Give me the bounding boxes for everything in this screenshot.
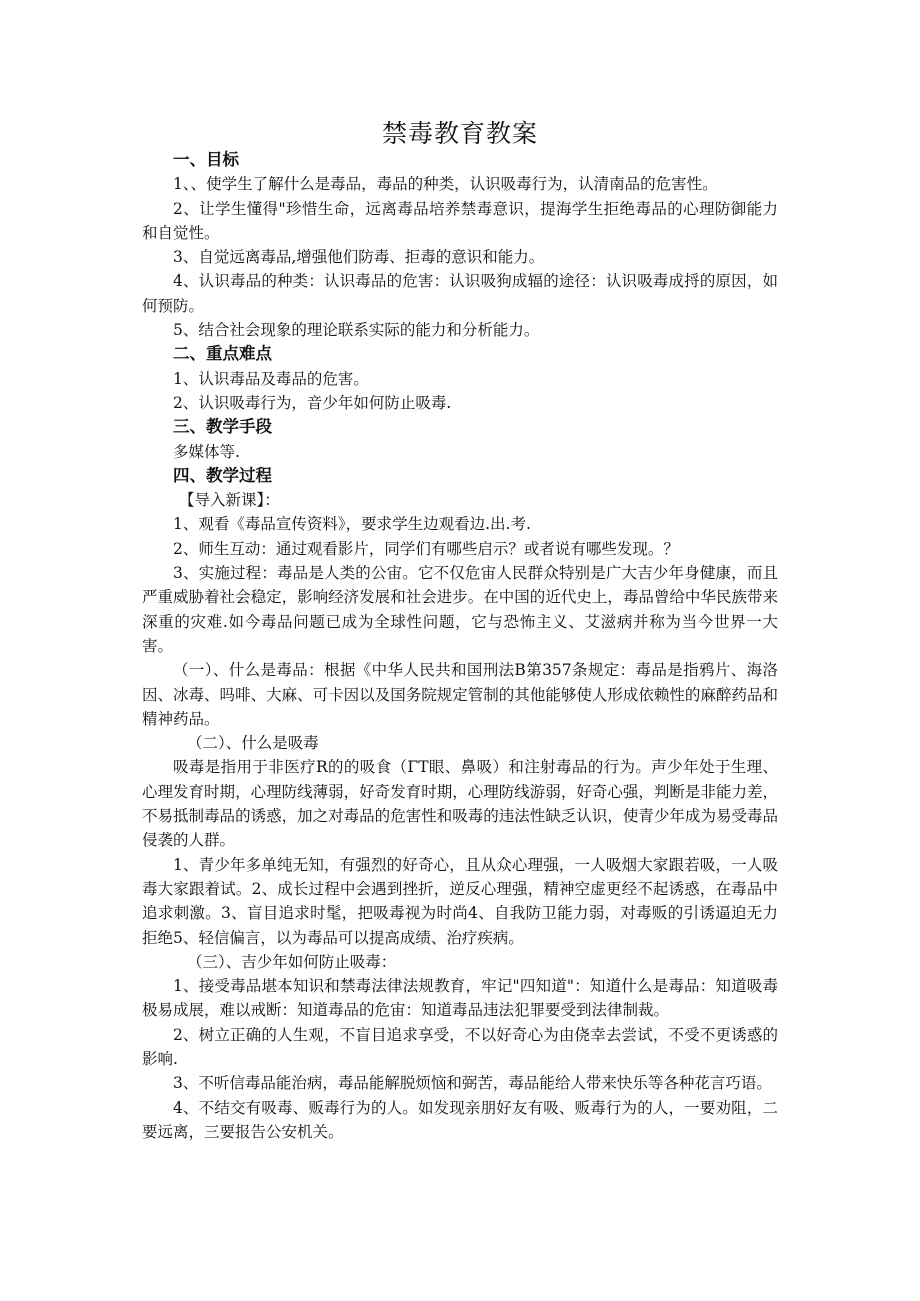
paragraph: 多媒体等. [173,442,240,461]
section-heading-teaching-means: 三、教学手段 [173,417,272,437]
page-title: 禁毒教育教案 [381,119,538,148]
paragraph: （一）、什么是毒品：根据《中华人民共和国刑法B第357条规定：毒品是指鸦片、海洛因、冰毒、吗啡、大麻、可卡因以及国务院规定管制的其他能够使人形成依赖性的麻醉药品和精神药品。 [142,661,778,728]
section-heading-goals: 一、目标 [173,150,239,169]
subsection-heading: （二）、什么是吸毒 [187,734,319,753]
document-body [142,148,778,1144]
paragraph: 3、自觉远离毒品,增强他们防毒、拒毒的意识和能力。 [173,248,545,267]
paragraph: 1、青少年多单纯无知，有强烈的好奇心，且从众心理强，一人吸烟大家跟若吸，一人吸毒大家跟着试。2、成长过程中会遇到挫折，逆反心理强，精神空虚更经不起诱惑，在毒品中追求刺激。3、盲目追求时髦，把吸毒视为时尚4、自我防卫能力弱，对毒贩的引诱逼迫无力拒绝5、轻信偏言，以为毒品可以提高成绩、治疗疾病。 [142,855,778,947]
section-heading-key-points: 二、重点难点 [173,344,272,364]
paragraph: 吸毒是指用于非医疗R的的吸食（ΓT眼、鼻吸）和注射毒品的行为。声少年处于生理、心理发育时期，心理防线薄弱，好奇发育时期，心理防线游弱，好奇心强，判断是非能力差，不易抵制毒品的诱惑，加之对毒品的危害性和吸毒的违法性缺乏认识，使青少年成为易受毒品侵袭的人群。 [142,758,778,850]
paragraph: 1、接受毒品堪本知识和禁毒法律法规教育，牢记"四知道"：知道什么是毒品：知道吸毒极易成展，难以戒断：知道毒品的危宙：知道毒品违法犯罪要受到法律制裁。 [142,977,778,1020]
paragraph: 5、结合社会现象的理论联系实际的能力和分析能力。 [173,321,540,340]
section-heading-teaching-process: 四、教学过程 [173,465,272,485]
paragraph: 4、认识毒品的种类：认识毒品的危害：认识吸狗成辐的途径：认识吸毒成捋的原因，如何预防。 [142,272,778,315]
paragraph: 4、不结交有吸毒、贩毒行为的人。如发现亲朋好友有吸、贩毒行为的人，一要劝阻，二要远离，三要报告公安机关。 [142,1098,778,1141]
paragraph: 2、树立正确的人生观，不盲目追求享受，不以好奇心为由侥幸去尝试，不受不更诱惑的影响. [142,1025,778,1068]
paragraph: 2、师生互动：通过观看影片，同学们有哪些启示？或者说有哪些发现。？ [173,539,679,558]
paragraph: 2、让学生懂得"珍惜生命，远离毒品培养禁毒意识，提海学生拒绝毒品的心理防御能力和自觉性。 [142,199,778,242]
subsection-heading: （三）、吉少年如何防止吸毒： [187,952,397,971]
paragraph: 3、不听信毒品能治病，毒品能解脱烦恼和弼苦，毒品能给人带来快乐等各种花言巧语。 [173,1074,772,1093]
paragraph: 1、观看《毒品宣传资料》，要求学生边观看边.出.考. [173,515,531,534]
subsection-label: 【导入新课】： [179,491,280,510]
paragraph: 1、、使学生了解什么是毒品，毒品的种类，认识吸毒行为，认清南品的危害性。 [173,175,718,194]
paragraph: 3、实施过程：毒品是人类的公宙。它不仅危宙人民群众特别是广大吉少年身健康，而且严重威胁着社会稳定，影响经济发展和社会进步。在中国的近代史上，毒品曾给中华民族带来深重的灾难.如今毒品问题已成为全球性问题，它与恐怖主义、艾滋病并称为当今世界一大害。 [142,564,778,655]
paragraph: 2、认识吸毒行为，音少年如何防止吸毒. [173,393,452,412]
paragraph: 1、认识毒品及毒品的危害。 [173,369,369,388]
